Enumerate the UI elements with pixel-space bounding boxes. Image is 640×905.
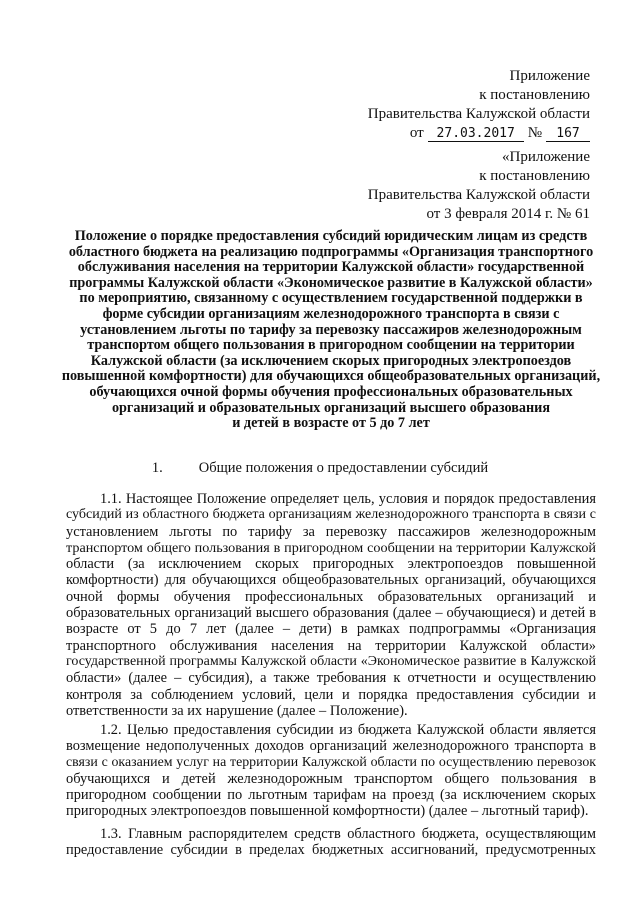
paragraph-1-1 — [66, 491, 596, 719]
appendix-to-resolution: к постановлению — [479, 87, 590, 103]
section-title: Общие положения о предоставлении субсидий — [198, 460, 489, 476]
section-heading — [0, 460, 640, 477]
appendix-label: Приложение — [509, 68, 590, 84]
title-line: программы Калужской области «Экономическое развитие в Калужской области» — [69, 274, 593, 291]
paragraph-line: государственной программы Калужской области «Экономическое развитие в Калужской — [66, 653, 596, 669]
title-line: организаций и образовательных организаций высшего образования — [111, 399, 551, 416]
appendix-government: Правительства Калужской области — [367, 187, 590, 203]
paragraph-line: комфортности) для обучающихся общеобразовательных организаций, обучающихся — [66, 572, 596, 589]
title-line: Калужской области (за исключением скорых пригородных электропоездов — [90, 352, 572, 369]
paragraph-line: области (за исключением скорых пригородных электропоездов повышенной — [66, 556, 596, 573]
document-title — [60, 229, 602, 432]
paragraph-line: транспортного обслуживания населения на территории Калужской области» — [66, 637, 596, 654]
title-line: по мероприятию, связанному с осуществлением государственной поддержки в — [79, 290, 583, 307]
paragraph-line: 1.1. Настоящее Положение определяет цель, условия и порядок предоставления — [100, 491, 596, 507]
title-line: областного бюджета на реализацию подпрограммы «Организация транспортного — [68, 243, 594, 260]
appendix-label-quoted: «Приложение — [501, 149, 590, 165]
paragraph-line: связи с оказанием услуг на территории Калужской области по осуществлению перевозок — [66, 754, 596, 770]
paragraph-line: области» (далее – субсидия), а также требования к отчетности и осуществлению — [66, 670, 596, 687]
title-line: и детей в возрасте от 5 до 7 лет — [232, 415, 430, 432]
appendix-header-original — [260, 148, 590, 224]
date-prefix: от — [409, 125, 424, 141]
title-line: повышенной комфортности) для обучающихся общеобразовательных организаций, — [61, 368, 601, 385]
paragraph-line: пригородном сообщении по льготным тарифам на проезд (за исключением скорых — [66, 787, 596, 804]
title-line: обучающихся очной формы обучения профессиональных образовательных — [89, 383, 573, 400]
paragraph-line: предоставление субсидии в пределах бюджетных ассигнований, предусмотренных — [66, 842, 596, 859]
paragraph-line: транспортом общего пользования в пригородном сообщении на территории Калужской — [66, 539, 596, 556]
paragraph-line: 1.2. Целью предоставления субсидии из бюджета Калужской области является — [100, 722, 596, 738]
title-line: обслуживания населения на территории Калужской области» государственной — [77, 259, 585, 276]
appendix-original-date: от 3 февраля 2014 г. № 61 — [426, 206, 590, 222]
paragraph-line: 1.3. Главным распорядителем средств областного бюджета, осуществляющим — [100, 826, 596, 842]
section-number: 1. — [151, 460, 163, 476]
appendix-to-resolution: к постановлению — [479, 168, 590, 184]
title-line: Положение о порядке предоставления субсидий юридическим лицам из средств — [74, 228, 588, 244]
appendix-date-line — [260, 124, 590, 143]
title-line: форме субсидии организациям железнодорожного транспорта в связи с — [102, 305, 560, 322]
paragraph-line: очной формы обучения профессиональных образовательных организаций и — [66, 588, 596, 605]
paragraph-line: пригородных электропоездов повышенной комфортности) (далее – льготный тариф). — [66, 803, 589, 820]
number-sign: № — [527, 125, 542, 141]
title-line: транспортом общего пользования в пригородном сообщении на территории — [87, 337, 575, 354]
paragraph-line: обучающихся и детей железнодорожным транспортом общего пользования в — [66, 770, 596, 787]
paragraph-line: субсидий из областного бюджета организациям железнодорожного транспорта в связи с — [66, 507, 596, 523]
resolution-date: 27.03.2017 — [428, 126, 524, 142]
paragraph-line: возмещение недополученных доходов организаций железнодорожного транспорта в — [66, 738, 596, 755]
paragraph-line: образовательных организаций высшего образования (далее – обучающиеся) и детей в — [66, 605, 596, 622]
paragraph-line: ответственности за их нарушение (далее – Положение). — [66, 702, 408, 719]
paragraph-1-3 — [66, 826, 596, 859]
paragraph-line: установлением льготы по тарифу за перевозку пассажиров железнодорожным — [66, 523, 596, 540]
appendix-government: Правительства Калужской области — [367, 106, 590, 122]
appendix-header-current — [260, 67, 590, 143]
title-line: установлением льготы по тарифу за перевозку пассажиров железнодорожным — [80, 321, 582, 338]
paragraph-1-2 — [66, 722, 596, 820]
paragraph-line: возрасте от 5 до 7 лет (далее – дети) в рамках подпрограммы «Организация — [66, 621, 596, 638]
resolution-number: 167 — [546, 126, 590, 142]
paragraph-line: контроля за соблюдением условий, цели и порядка предоставления субсидии и — [66, 686, 596, 703]
